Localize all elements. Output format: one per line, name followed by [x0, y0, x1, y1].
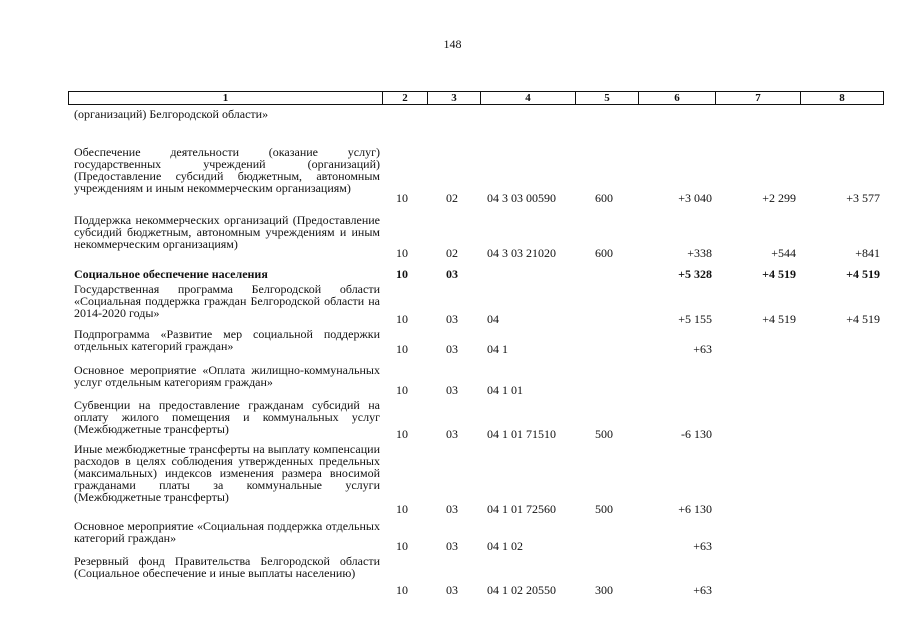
row-subsection: 03 — [446, 427, 458, 441]
row-amount-col8: +4 519 — [846, 267, 880, 281]
row-target-code: 04 1 02 — [487, 539, 523, 553]
header-col-8: 8 — [839, 92, 845, 104]
row-section: 10 — [396, 246, 408, 260]
row-description: Основное мероприятие «Оплата жилищно-коммунальных услуг отдельным категориям граждан» — [74, 363, 380, 389]
row-amount-col6: -6 130 — [681, 427, 712, 441]
row-expense-type: 300 — [595, 583, 613, 597]
table-header — [68, 91, 884, 105]
row-subsection: 03 — [446, 342, 458, 356]
row-target-code: 04 1 — [487, 342, 508, 356]
row-description: Подпрограмма «Развитие мер социальной поддержки отдельных категорий граждан» — [74, 327, 380, 353]
row-description: Резервный фонд Правительства Белгородской области (Социальное обеспечение и иные выплаты населению) — [74, 554, 380, 580]
row-description: Основное мероприятие «Социальная поддержка отдельных категорий граждан» — [74, 519, 380, 545]
row-amount-col7: +544 — [771, 246, 796, 260]
header-col-1: 1 — [69, 92, 383, 104]
row-target-code: 04 1 02 20550 — [487, 583, 556, 597]
row-section: 10 — [396, 191, 408, 205]
row-target-code: 04 3 03 00590 — [487, 191, 556, 205]
header-col-7: 7 — [716, 92, 801, 104]
row-description: Поддержка некоммерческих организаций (Предоставление субсидий бюджетным, автономным учреждениям и иным некоммерческим организациям) — [74, 213, 380, 251]
row-amount-col6: +63 — [693, 583, 712, 597]
row-subsection: 03 — [446, 502, 458, 516]
row-section: 10 — [396, 312, 408, 326]
header-col-5: 5 — [576, 92, 639, 104]
row-section: 10 — [396, 342, 408, 356]
row-description: Обеспечение деятельности (оказание услуг) государственных учреждений (организаций) (Предоставление субсидий бюджетным, автономным учреждениям и иным некоммерческим организациям) — [74, 145, 380, 195]
header-col-6: 6 — [639, 92, 716, 104]
page-number: 148 — [443, 37, 462, 51]
row-expense-type: 600 — [595, 246, 613, 260]
row-amount-col8: +4 519 — [846, 312, 880, 326]
row-description: (организаций) Белгородской области» — [74, 107, 269, 121]
row-expense-type: 600 — [595, 191, 613, 205]
row-amount-col6: +63 — [693, 539, 712, 553]
row-target-code: 04 1 01 71510 — [487, 427, 556, 441]
row-section: 10 — [396, 383, 408, 397]
row-section: 10 — [396, 539, 408, 553]
row-expense-type: 500 — [595, 427, 613, 441]
row-amount-col6: +3 040 — [678, 191, 712, 205]
row-subsection: 03 — [446, 312, 458, 326]
row-amount-col7: +4 519 — [762, 312, 796, 326]
row-target-code: 04 1 01 72560 — [487, 502, 556, 516]
row-subsection: 03 — [446, 583, 458, 597]
row-subsection: 02 — [446, 246, 458, 260]
row-target-code: 04 3 03 21020 — [487, 246, 556, 260]
header-col-3: 3 — [428, 92, 481, 104]
row-description: Социальное обеспечение населения — [74, 267, 268, 281]
row-description: Иные межбюджетные трансферты на выплату компенсации расходов в целях соблюдения утвержденных предельных (максимальных) индексов изменения размера вносимой гражданами платы за коммунальные услуги (Межбюджетные трансферты) — [74, 442, 380, 504]
row-section: 10 — [396, 267, 408, 281]
row-expense-type: 500 — [595, 502, 613, 516]
row-amount-col6: +63 — [693, 342, 712, 356]
row-amount-col6: +338 — [687, 246, 712, 260]
row-amount-col7: +4 519 — [762, 267, 796, 281]
row-amount-col7: +2 299 — [762, 191, 796, 205]
row-target-code: 04 1 01 — [487, 383, 523, 397]
row-section: 10 — [396, 583, 408, 597]
row-description: Государственная программа Белгородской области «Социальная поддержка граждан Белгородской области на 2014-2020 годы» — [74, 282, 380, 320]
header-col-2: 2 — [383, 92, 428, 104]
row-amount-col6: +5 328 — [678, 267, 712, 281]
row-amount-col8: +3 577 — [846, 191, 880, 205]
row-section: 10 — [396, 427, 408, 441]
row-amount-col8: +841 — [855, 246, 880, 260]
header-col-4: 4 — [481, 92, 576, 104]
row-target-code: 04 — [487, 312, 499, 326]
row-subsection: 03 — [446, 383, 458, 397]
row-subsection: 03 — [446, 267, 458, 281]
row-amount-col6: +6 130 — [678, 502, 712, 516]
row-subsection: 02 — [446, 191, 458, 205]
row-section: 10 — [396, 502, 408, 516]
row-description: Субвенции на предоставление гражданам субсидий на оплату жилого помещения и коммунальных услуг (Межбюджетные трансферты) — [74, 398, 380, 436]
row-amount-col6: +5 155 — [678, 312, 712, 326]
row-subsection: 03 — [446, 539, 458, 553]
